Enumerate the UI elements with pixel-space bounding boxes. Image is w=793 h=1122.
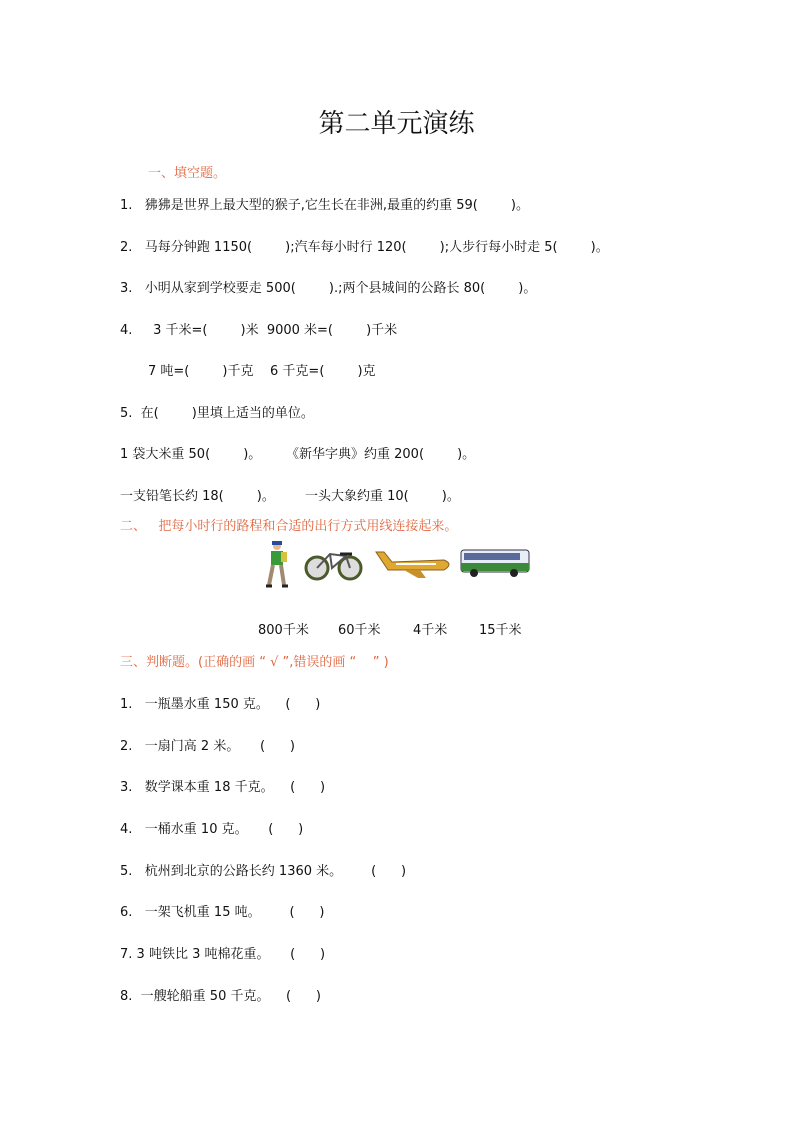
judge-item: 3. 数学课本重 18 千克。 ( ) [120, 780, 326, 795]
section2-heading: 二、 把每小时行的路程和合适的出行方式用线连接起来。 [120, 519, 458, 534]
distance-label: 60千米 [338, 623, 381, 638]
question-3: 3. 小明从家到学校要走 500( ).;两个县城间的公路长 80( )。 [120, 281, 537, 296]
question-5b: 《新华字典》约重 200( )。 [286, 447, 476, 462]
judge-item: 7. 3 吨铁比 3 吨棉花重。 ( ) [120, 947, 326, 962]
judge-item: 5. 杭州到北京的公路长约 1360 米。 ( ) [120, 864, 407, 879]
question-4b: 7 吨=( )千克 6 千克=( )克 [148, 364, 376, 379]
distance-label: 800千米 [258, 623, 309, 638]
section3-heading: 三、判断题。(正确的画 “ √ ”,错误的画 “ ” ) [120, 655, 389, 670]
walker-icon [262, 540, 292, 590]
distance-label: 15千米 [479, 623, 522, 638]
question-5a: 1 袋大米重 50( )。 [120, 447, 262, 462]
question-2: 2. 马每分钟跑 1150( );汽车每小时行 120( );人步行每小时走 5( )。 [120, 240, 609, 255]
bus-icon [460, 548, 532, 578]
bicycle-icon [304, 548, 364, 582]
page-title: 第二单元演练 [318, 109, 475, 139]
judge-item: 1. 一瓶墨水重 150 克。 ( ) [120, 697, 321, 712]
judge-item: 2. 一扇门高 2 米。 ( ) [120, 739, 295, 754]
judge-item: 8. 一艘轮船重 50 千克。 ( ) [120, 989, 321, 1004]
question-5d: 一头大象约重 10( )。 [305, 489, 460, 504]
judge-item: 6. 一架飞机重 15 吨。 ( ) [120, 905, 325, 920]
distance-label: 4千米 [413, 623, 448, 638]
section1-heading: 一、填空题。 [148, 166, 227, 181]
judge-item: 4. 一桶水重 10 克。 ( ) [120, 822, 304, 837]
airplane-icon [374, 550, 454, 580]
question-4a: 4. 3 千米=( )米 9000 米=( )千米 [120, 323, 398, 338]
question-1: 1. 狒狒是世界上最大型的猴子,它生长在非洲,最重的约重 59( )。 [120, 198, 529, 213]
question-5: 5. 在( )里填上适当的单位。 [120, 406, 314, 421]
question-5c: 一支铅笔长约 18( )。 [120, 489, 275, 504]
